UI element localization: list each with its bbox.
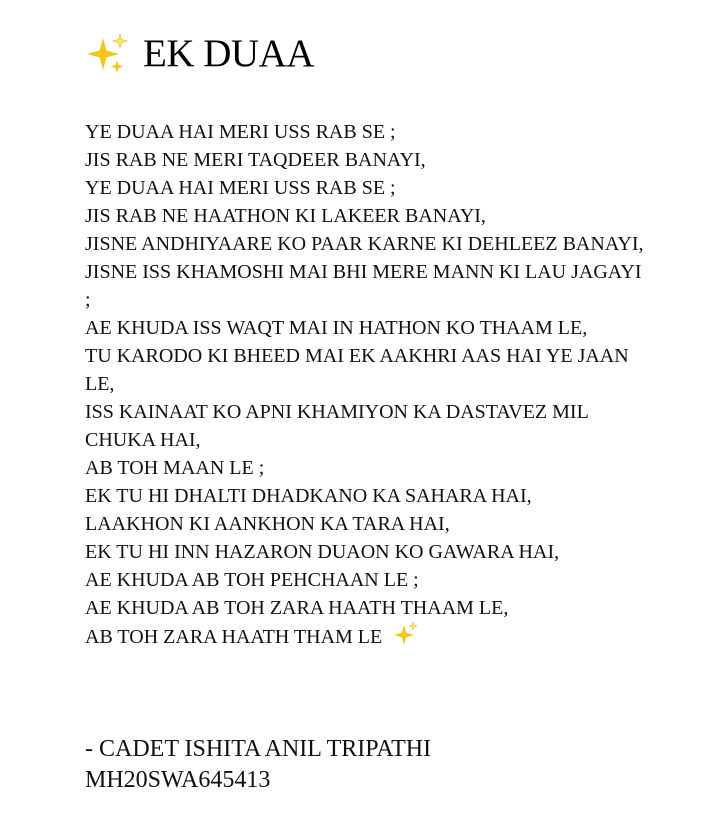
poem-line: JIS RAB NE MERI TAQDEER BANAYI, [85,149,426,171]
poem-body [85,118,645,654]
poem-line: LAAKHON KI AANKHON KA TARA HAI, [85,513,450,535]
poem-line: YE DUAA HAI MERI USS RAB SE ; [85,121,396,143]
poem-line: JISNE ISS KHAMOSHI MAI BHI MERE MANN KI LAU JAGAYI ; [85,261,642,311]
poem-line: JIS RAB NE HAATHON KI LAKEER BANAYI, [85,205,486,227]
author-name: - CADET ISHITA ANIL TRIPATHI [85,736,432,762]
sparkle-small-bottom [111,60,123,73]
sparkles-icon [394,622,418,654]
poem-line: AB TOH MAAN LE ; [85,457,265,479]
poem-line: AE KHUDA AB TOH ZARA HAATH THAAM LE, [85,597,509,619]
poem-line: EK TU HI DHALTI DHADKANO KA SAHARA HAI, [85,485,532,507]
poem-line: YE DUAA HAI MERI USS RAB SE ; [85,177,396,199]
poem-line: TU KARODO KI BHEED MAI EK AAKHRI AAS HAI YE JAAN LE, [85,345,629,395]
poem-line: JISNE ANDHIYAARE KO PAAR KARNE KI DEHLEEZ BANAYI, [85,233,644,255]
cadet-id: MH20SWA645413 [85,767,271,793]
poem-line: EK TU HI INN HAZARON DUAON KO GAWARA HAI, [85,541,560,563]
poem-line-text: AB TOH ZARA HAATH THAM LE [85,626,383,648]
poem-line: AE KHUDA ISS WAQT MAI IN HATHON KO THAAM LE, [85,317,588,339]
sparkles-icon [87,32,129,76]
title-row [87,30,314,78]
sparkle-small-top [113,34,127,48]
poem-last-line [85,622,645,654]
signature-block [85,734,431,796]
poem-line: AE KHUDA AB TOH PEHCHAAN LE ; [85,569,419,591]
sparkle-large [87,38,119,70]
poem-line: ISS KAINAAT KO APNI KHAMIYON KA DASTAVEZ MIL CHUKA HAI, [85,401,589,451]
page-title: EK DUAA [143,32,314,75]
